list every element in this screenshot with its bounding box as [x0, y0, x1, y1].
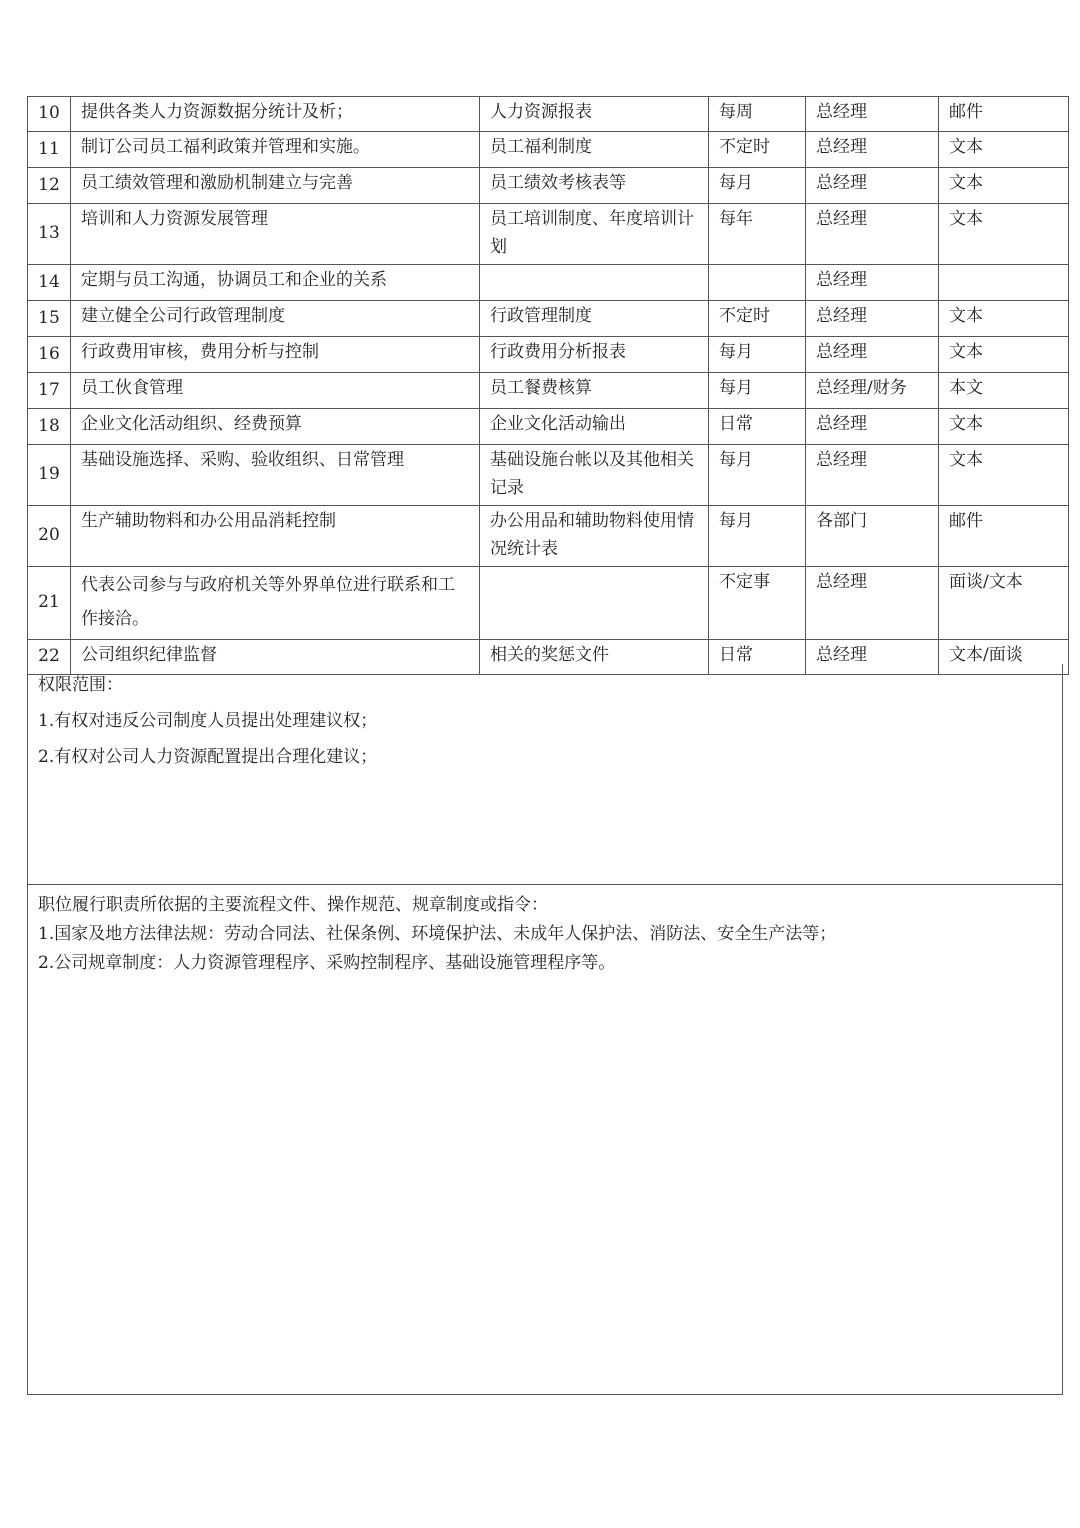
duty-description: 公司组织纪律监督 [71, 640, 480, 675]
authority-item: 1.有权对违反公司制度人员提出处理建议权； [38, 711, 378, 731]
recipient: 总经理 [806, 445, 939, 506]
table-row [28, 168, 1069, 204]
table-row [28, 97, 1069, 132]
output-document [480, 265, 709, 301]
authority-item: 2.有权对公司人力资源配置提出合理化建议； [38, 747, 378, 767]
recipient: 总经理 [806, 640, 939, 675]
authority-title: 权限范围： [38, 675, 123, 695]
output-document: 办公用品和辅助物料使用情况统计表 [480, 506, 709, 567]
row-number: 11 [28, 132, 71, 168]
row-number: 18 [28, 409, 71, 445]
recipient: 总经理 [806, 337, 939, 373]
recipient: 各部门 [806, 506, 939, 567]
row-number: 21 [28, 567, 71, 640]
table-row [28, 567, 1069, 640]
duty-description: 基础设施选择、采购、验收组织、日常管理 [71, 445, 480, 506]
row-number: 20 [28, 506, 71, 567]
duty-description: 企业文化活动组织、经费预算 [71, 409, 480, 445]
duty-description: 代表公司参与与政府机关等外界单位进行联系和工作接洽。 [71, 567, 480, 640]
frequency: 不定时 [709, 301, 806, 337]
row-number: 13 [28, 204, 71, 265]
table-row [28, 409, 1069, 445]
table-row [28, 337, 1069, 373]
delivery-method [939, 265, 1069, 301]
output-document: 企业文化活动输出 [480, 409, 709, 445]
frequency: 每月 [709, 168, 806, 204]
duty-description: 建立健全公司行政管理制度 [71, 301, 480, 337]
recipient: 总经理 [806, 97, 939, 132]
table-row [28, 506, 1069, 567]
recipient: 总经理 [806, 409, 939, 445]
output-document: 员工绩效考核表等 [480, 168, 709, 204]
table-row [28, 301, 1069, 337]
row-number: 12 [28, 168, 71, 204]
duty-description: 员工绩效管理和激励机制建立与完善 [71, 168, 480, 204]
basis-title: 职位履行职责所依据的主要流程文件、操作规范、规章制度或指令： [38, 895, 548, 915]
output-document: 员工培训制度、年度培训计划 [480, 204, 709, 265]
table-row [28, 132, 1069, 168]
row-number: 10 [28, 97, 71, 132]
delivery-method: 文本/面谈 [939, 640, 1069, 675]
delivery-method: 邮件 [939, 506, 1069, 567]
recipient: 总经理 [806, 168, 939, 204]
frequency: 每月 [709, 373, 806, 409]
frequency: 每月 [709, 445, 806, 506]
duty-description: 生产辅助物料和办公用品消耗控制 [71, 506, 480, 567]
duty-description: 员工伙食管理 [71, 373, 480, 409]
output-document: 人力资源报表 [480, 97, 709, 132]
delivery-method: 本文 [939, 373, 1069, 409]
output-document: 行政费用分析报表 [480, 337, 709, 373]
frequency: 每月 [709, 337, 806, 373]
delivery-method: 面谈/文本 [939, 567, 1069, 640]
output-document: 基础设施台帐以及其他相关记录 [480, 445, 709, 506]
basis-item: 1.国家及地方法律法规：劳动合同法、社保条例、环境保护法、未成年人保护法、消防法、安全生产法等； [38, 924, 837, 944]
frequency: 每月 [709, 506, 806, 567]
output-document: 相关的奖惩文件 [480, 640, 709, 675]
delivery-method: 文本 [939, 168, 1069, 204]
duty-table [27, 96, 1069, 675]
duty-description: 行政费用审核，费用分析与控制 [71, 337, 480, 373]
delivery-method: 文本 [939, 132, 1069, 168]
row-number: 16 [28, 337, 71, 373]
output-document: 员工福利制度 [480, 132, 709, 168]
frequency: 每年 [709, 204, 806, 265]
output-document: 员工餐费核算 [480, 373, 709, 409]
row-number: 19 [28, 445, 71, 506]
frequency: 不定时 [709, 132, 806, 168]
output-document: 行政管理制度 [480, 301, 709, 337]
frequency [709, 265, 806, 301]
basis-section [27, 884, 1063, 1395]
delivery-method: 文本 [939, 409, 1069, 445]
delivery-method: 文本 [939, 301, 1069, 337]
basis-item: 2.公司规章制度：人力资源管理程序、采购控制程序、基础设施管理程序等。 [38, 953, 616, 973]
delivery-method: 邮件 [939, 97, 1069, 132]
table-row [28, 265, 1069, 301]
recipient: 总经理 [806, 301, 939, 337]
table-row [28, 373, 1069, 409]
duty-description: 定期与员工沟通，协调员工和企业的关系 [71, 265, 480, 301]
row-number: 15 [28, 301, 71, 337]
frequency: 每周 [709, 97, 806, 132]
duty-description: 提供各类人力资源数据分统计及析； [71, 97, 480, 132]
duty-description: 培训和人力资源发展管理 [71, 204, 480, 265]
frequency: 日常 [709, 409, 806, 445]
recipient: 总经理 [806, 567, 939, 640]
frequency: 日常 [709, 640, 806, 675]
authority-section [27, 664, 1063, 885]
delivery-method: 文本 [939, 445, 1069, 506]
table-row [28, 204, 1069, 265]
delivery-method: 文本 [939, 337, 1069, 373]
row-number: 14 [28, 265, 71, 301]
output-document [480, 567, 709, 640]
duty-description: 制订公司员工福利政策并管理和实施。 [71, 132, 480, 168]
recipient: 总经理 [806, 132, 939, 168]
row-number: 17 [28, 373, 71, 409]
delivery-method: 文本 [939, 204, 1069, 265]
recipient: 总经理/财务 [806, 373, 939, 409]
recipient: 总经理 [806, 204, 939, 265]
table-row [28, 445, 1069, 506]
frequency: 不定事 [709, 567, 806, 640]
recipient: 总经理 [806, 265, 939, 301]
row-number: 22 [28, 640, 71, 675]
